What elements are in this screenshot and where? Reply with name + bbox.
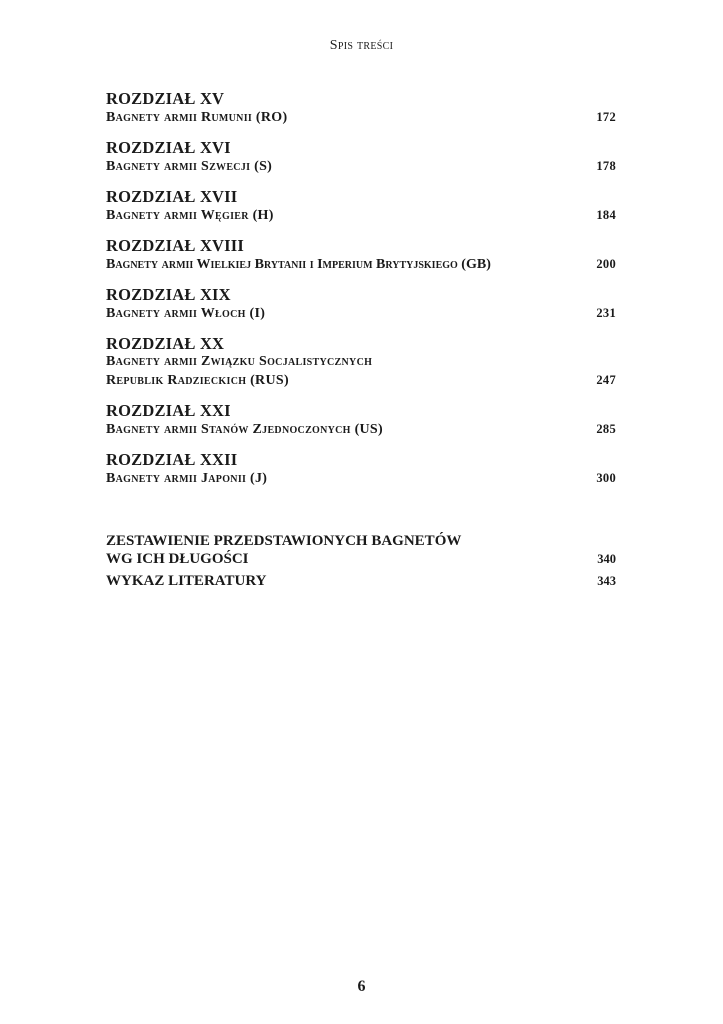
entry-text: Bagnety armii Węgier (H) <box>106 208 274 223</box>
section-gap <box>106 500 616 532</box>
summary-text: WG ICH DŁUGOŚCI <box>106 551 249 567</box>
toc-chapter-xxii[interactable] <box>106 451 616 488</box>
chapter-title: ROZDZIAŁ XVI <box>106 138 231 157</box>
summary-line <box>106 532 616 550</box>
toc-chapter-xvii[interactable] <box>106 188 616 225</box>
entry-line <box>106 206 616 225</box>
chapter-title: ROZDZIAŁ XXII <box>106 450 238 469</box>
chapter-title: ROZDZIAŁ XVIII <box>106 236 245 255</box>
toc-chapter-xx[interactable] <box>106 335 616 390</box>
page-number: 178 <box>596 159 616 173</box>
chapter-title: ROZDZIAŁ XX <box>106 334 225 353</box>
page-number-footer: 6 <box>357 978 366 995</box>
entry-text: Bagnety armii Szwecji (S) <box>106 159 273 174</box>
chapter-title: ROZDZIAŁ XIX <box>106 285 231 304</box>
chapter-title: ROZDZIAŁ XVII <box>106 187 238 206</box>
toc-chapter-xviii[interactable] <box>106 237 616 274</box>
entry-text: Republik Radzieckich (RUS) <box>106 373 289 388</box>
entry-text: Bagnety armii Związku Socjalistycznych <box>106 354 373 369</box>
running-header: Spis treści <box>329 38 394 53</box>
toc-summary-lengths[interactable] <box>106 532 616 568</box>
summary-line <box>106 550 616 568</box>
summary-line <box>106 572 616 590</box>
entry-line <box>106 469 616 488</box>
entry-line <box>106 420 616 439</box>
page-number: 184 <box>596 208 616 222</box>
entry-line <box>106 255 616 274</box>
toc-chapter-xv[interactable] <box>106 90 616 127</box>
toc-chapter-xix[interactable] <box>106 286 616 323</box>
table-of-contents <box>106 90 616 594</box>
page-number: 285 <box>596 422 616 436</box>
summary-text: ZESTAWIENIE PRZEDSTAWIONYCH BAGNETÓW <box>106 533 462 549</box>
entry-text: Bagnety armii Rumunii (RO) <box>106 110 288 125</box>
page-number: 247 <box>596 373 616 387</box>
page-number: 200 <box>596 257 616 271</box>
toc-summary-literature[interactable] <box>106 572 616 590</box>
entry-text: Bagnety armii Japonii (J) <box>106 471 268 486</box>
entry-text: Bagnety armii Stanów Zjednoczonych (US) <box>106 422 383 437</box>
entry-line <box>106 157 616 176</box>
toc-chapter-xxi[interactable] <box>106 402 616 439</box>
chapter-title: ROZDZIAŁ XXI <box>106 401 231 420</box>
entry-text: Bagnety armii Wielkiej Brytanii i Imperium Brytyjskiego (GB) <box>106 257 491 272</box>
entry-line <box>106 304 616 323</box>
page-number: 343 <box>597 574 616 588</box>
entry-text: Bagnety armii Włoch (I) <box>106 306 266 321</box>
entry-line <box>106 371 616 390</box>
toc-chapter-xvi[interactable] <box>106 139 616 176</box>
summary-text: WYKAZ LITERATURY <box>106 573 267 589</box>
page-number: 300 <box>596 471 616 485</box>
page-number: 231 <box>596 306 616 320</box>
page-number: 172 <box>596 110 616 124</box>
entry-line <box>106 108 616 127</box>
entry-line <box>106 353 616 371</box>
page-number: 340 <box>597 552 616 566</box>
chapter-title: ROZDZIAŁ XV <box>106 89 225 108</box>
